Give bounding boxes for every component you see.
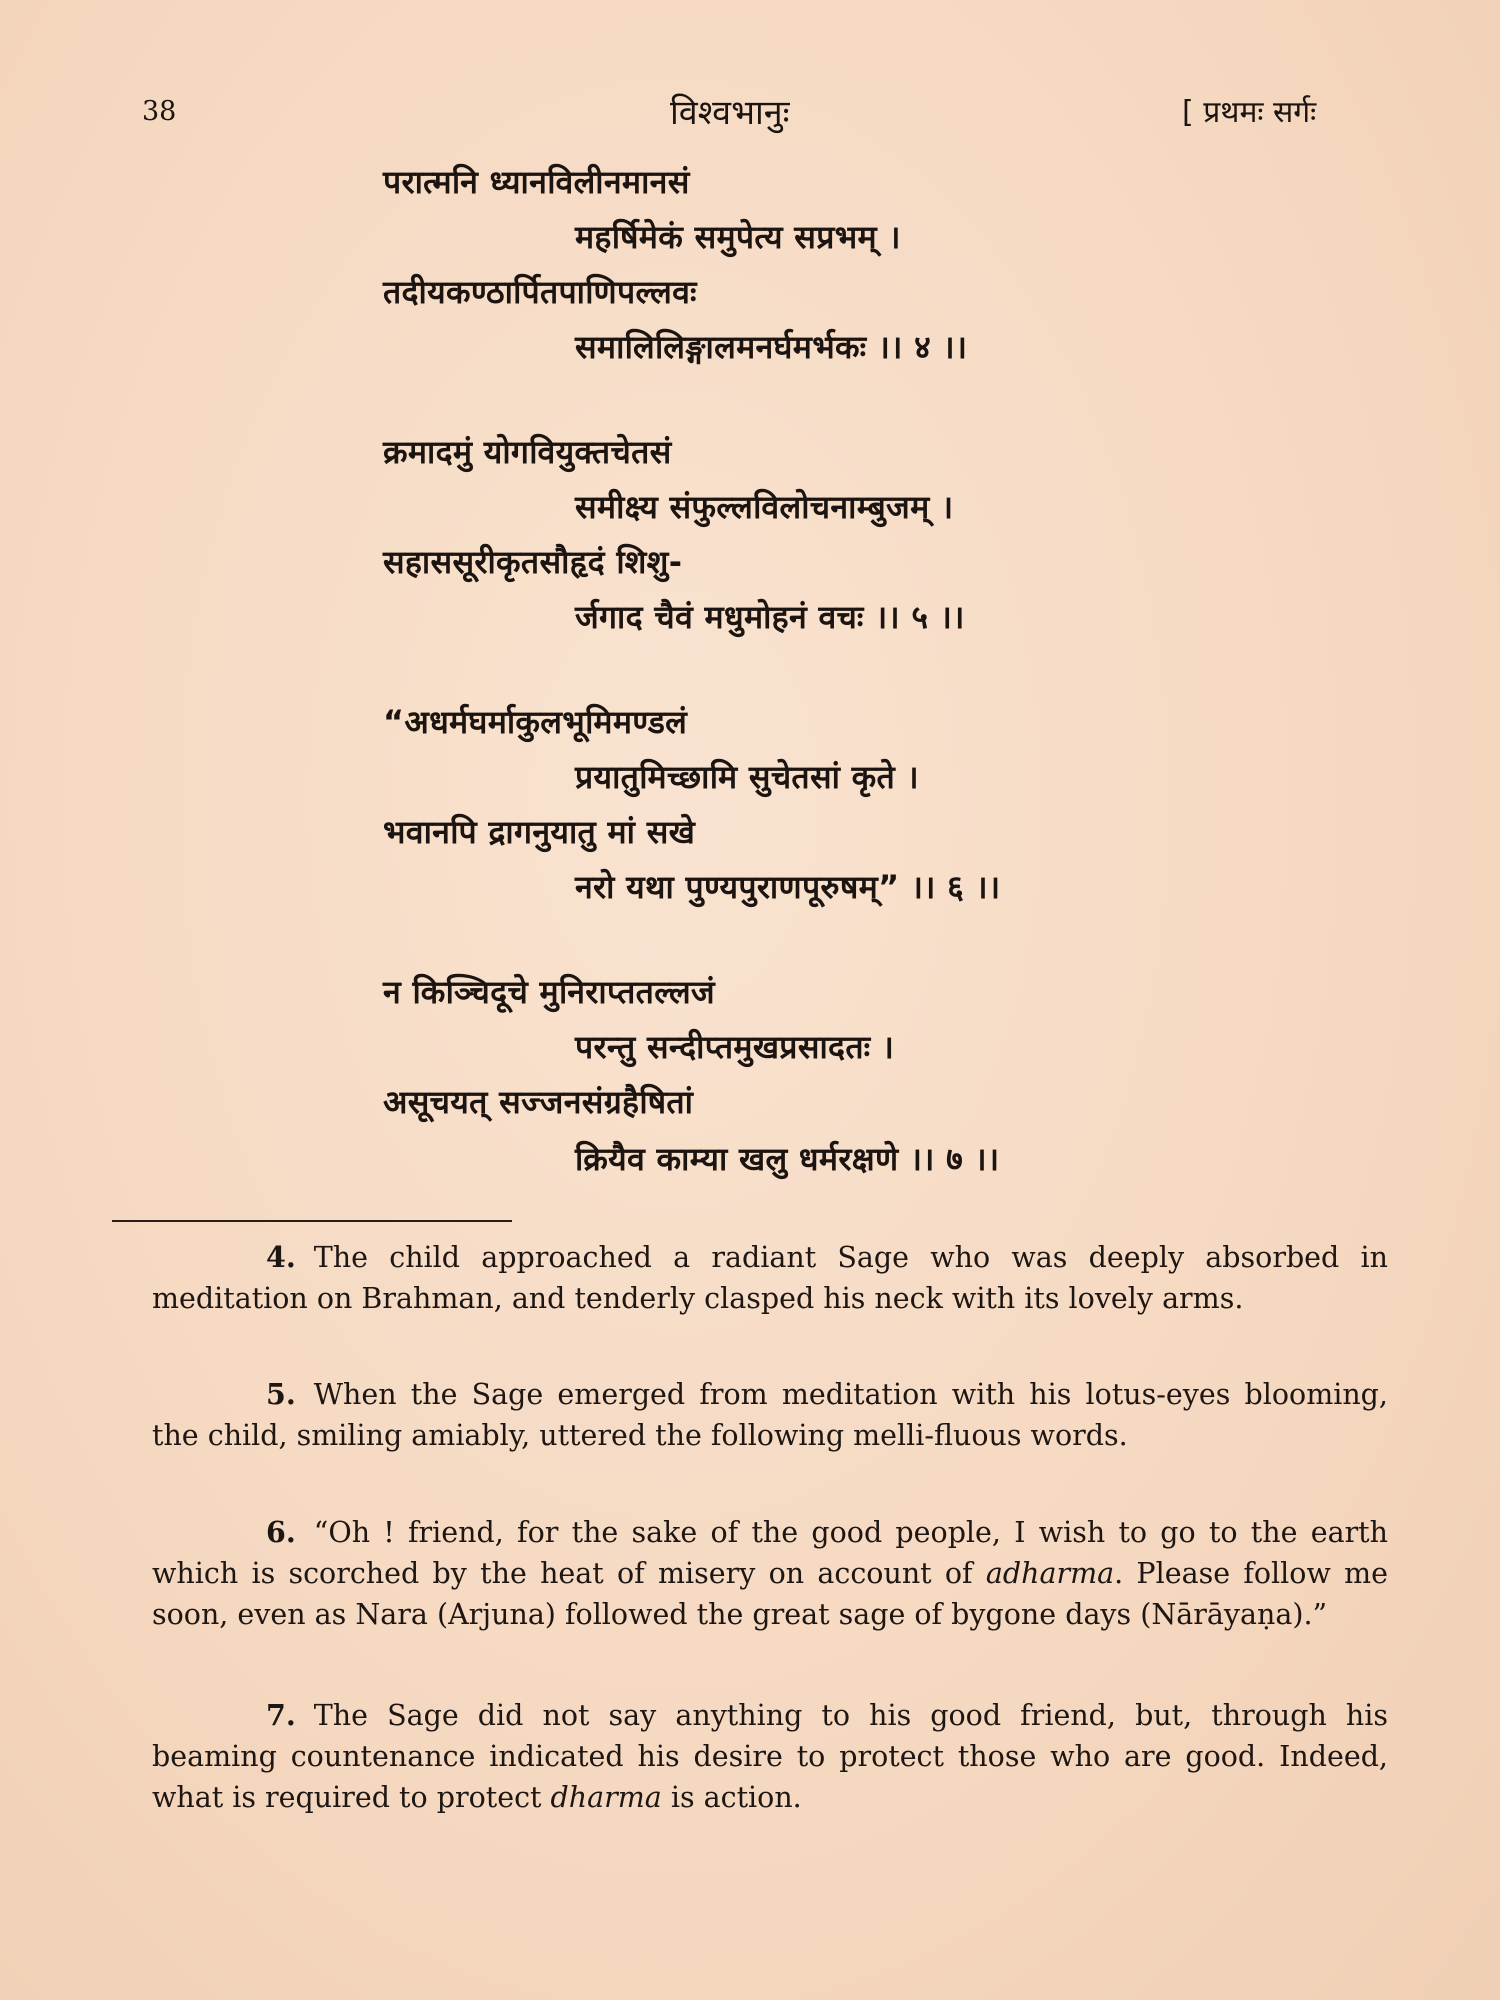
- verse-line: नरो यथा पुण्यपुराणपूरुषम्” ।। ६ ।।: [575, 868, 1001, 906]
- verse-line: तदीयकण्ठार्पितपाणिपल्लवः: [383, 273, 697, 311]
- verse-line: महर्षिमेकं समुपेत्य सप्रभम् ।: [575, 218, 901, 256]
- verse-line: “अधर्मघर्माकुलभूमिमण्डलं: [383, 703, 688, 741]
- verse-line: क्रमादमुं योगवियुक्तचेतसं: [383, 433, 672, 471]
- translation-text: . Please follow me soon, even as Nara (Arjuna) followed the great sage of bygone days (Nārāyaṇa).”: [152, 1557, 1388, 1631]
- running-head: [0, 88, 1500, 138]
- translation-text: The child approached a radiant Sage who was deeply absorbed in meditation on Brahman, and tenderly clasped his neck with its lovely arms.: [152, 1241, 1388, 1315]
- verse-line: परात्मनि ध्यानविलीनमानसं: [383, 163, 690, 201]
- translation-text: is action.: [661, 1781, 802, 1814]
- verse-line: समालिलिङ्गालमनर्घमर्भकः ।। ४ ।।: [575, 328, 968, 366]
- verse-line: परन्तु सन्दीप्तमुखप्रसादतः ।: [575, 1028, 895, 1066]
- translation-5: [152, 1374, 1388, 1456]
- translation-text: “Oh ! friend, for the sake of the good people, I wish to go to the earth which is scorched by the heat of misery on account of: [152, 1516, 1388, 1590]
- verse-line: प्रयातुमिच्छामि सुचेतसां कृते ।: [575, 758, 919, 796]
- page-number: 38: [142, 96, 177, 127]
- translation-text: When the Sage emerged from meditation with his lotus-eyes blooming, the child, smiling amiably, uttered the following melli-fluous words.: [152, 1378, 1388, 1452]
- verse-line: भवानपि द्रागनुयातु मां सखे: [383, 813, 696, 851]
- translation-italic-term: dharma: [550, 1781, 662, 1814]
- verse-line: असूचयत् सज्जनसंग्रहैषितां: [383, 1083, 694, 1121]
- verse-line: न किञ्चिदूचे मुनिराप्ततल्लजं: [383, 973, 715, 1011]
- translation-text: The Sage did not say anything to his good friend, but, through his beaming countenance indicated his desire to protect those who are good. Indeed, what is required to protect: [152, 1699, 1388, 1814]
- translation-number: 6.: [266, 1515, 296, 1549]
- translation-number: 4.: [266, 1240, 296, 1274]
- section-title: [ प्रथमः सर्गः: [1182, 95, 1317, 130]
- translation-6: [152, 1512, 1388, 1635]
- footnote-rule: [112, 1220, 512, 1222]
- verse-line: सहाससूरीकृतसौहृदं शिशु-: [383, 543, 683, 581]
- translation-4: [152, 1237, 1388, 1319]
- translation-number: 5.: [266, 1377, 296, 1411]
- translation-7: [152, 1695, 1388, 1818]
- book-title: विश्वभानुः: [670, 93, 790, 133]
- verse-line: र्जगाद चैवं मधुमोहनं वचः ।। ५ ।।: [575, 598, 965, 636]
- verse-line: समीक्ष्य संफुल्लविलोचनाम्बुजम् ।: [575, 488, 954, 526]
- translation-number: 7.: [266, 1698, 296, 1732]
- verse-line: क्रियैव काम्या खलु धर्मरक्षणे ।। ७ ।।: [575, 1140, 1000, 1178]
- translation-italic-term: adharma: [985, 1557, 1115, 1590]
